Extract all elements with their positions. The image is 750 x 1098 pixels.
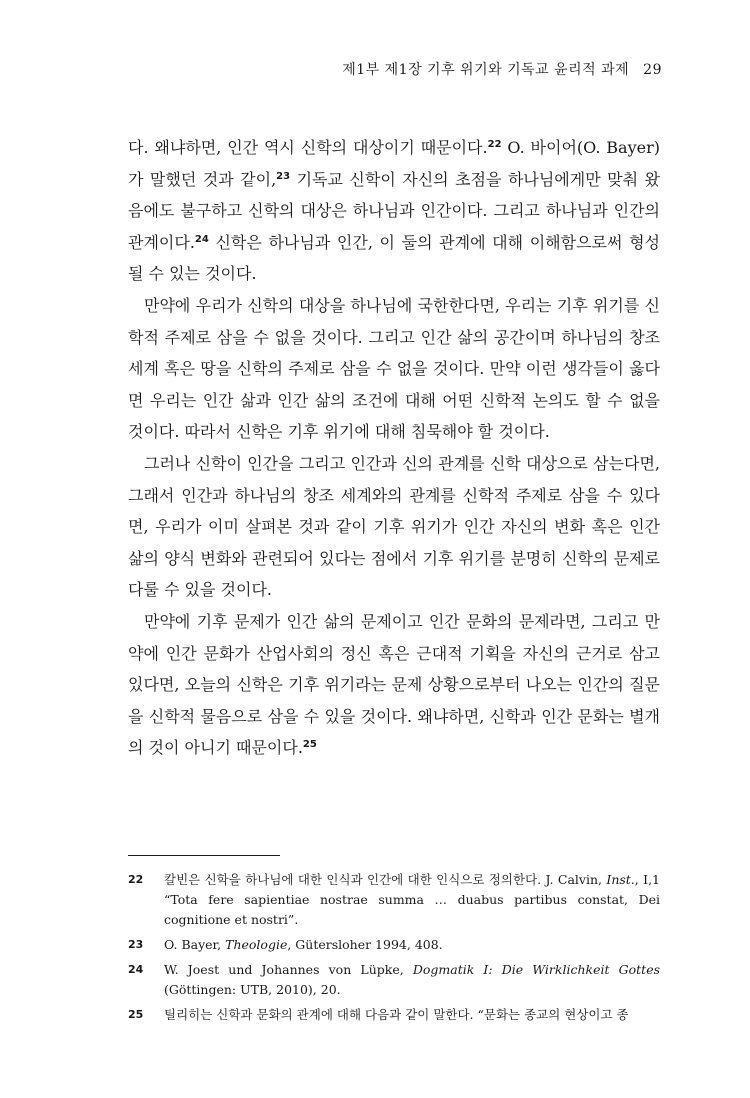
footnote-ref-22[interactable]: 22 (487, 139, 502, 150)
footnote-22 (128, 870, 660, 930)
page-number: 29 (643, 62, 662, 78)
footnote-text-part: , Gütersloher 1994, 408. (287, 937, 443, 952)
paragraph-3: 그러나 신학이 인간을 그리고 인간과 신의 관계를 신학 대상으로 삼는다면, 그래서 인간과 하나님의 창조 세계와의 관계를 신학적 주제로 삼을 수 있다면, 우리가 이미 살펴본 것과 같이 기후 위기가 인간 자신의 변화 혹은 인간 삶의 양식 변화와 관련되어 있다는 점에서 기후 위기를 분명히 신학의 문제로 다룰 수 있을 것이다. (128, 453, 660, 600)
footnote-italic-title: Theologie (225, 937, 288, 952)
paragraph-1-part-1: 다. 왜냐하면, 인간 역시 신학의 대상이기 때문이다. (128, 138, 488, 157)
paragraph-1-part-3: 기독교 신학이 자신의 초점을 하나님에게만 맞춰 왔음에도 불구하고 신학의 대상은 하나님과 인간이다. 그리고 하나님과 인간의 관계이다. (128, 169, 660, 252)
footnote-text-part: W. Joest und Johannes von Lüpke, (164, 962, 413, 977)
footnote-23 (128, 935, 660, 955)
paragraph-2: 만약에 우리가 신학의 대상을 하나님에 국한한다면, 우리는 기후 위기를 신학적 주제로 삼을 수 없을 것이다. 그리고 인간 삶의 공간이며 하나님의 창조 세계 혹은 땅을 신학의 주제로 삼을 수 없을 것이다. 만약 이런 생각들이 옳다면 우리는 인간 삶과 인간 삶의 조건에 대해 어떤 신학적 논의도 할 수 없을 것이다. 따라서 신학은 기후 위기에 대해 침묵해야 할 것이다. (128, 295, 660, 442)
footnote-ref-25[interactable]: 25 (302, 739, 317, 751)
main-body-text (128, 132, 660, 764)
paragraph-4 (128, 606, 660, 764)
paragraph-4-text: 만약에 기후 문제가 인간 삶의 문제이고 인간 문화의 문제라면, 그리고 만약에 인간 문화가 산업사회의 정신 혹은 근대적 기획을 자신의 근거로 삼고 있다면, 오늘의 신학은 기후 위기라는 문제 상황으로부터 나오는 인간의 질문을 신학적 물음으로 삼을 수 있을 것이다. 왜냐하면, 신학과 인간 문화는 별개의 것이 아니기 때문이다. (128, 611, 660, 758)
paragraph-1-part-4: 신학은 하나님과 인간, 이 둘의 관계에 대해 이해함으로써 형성될 수 있는 것이다. (128, 232, 660, 284)
footnote-separator (128, 855, 280, 856)
footnotes (128, 870, 660, 1030)
footnote-italic-title: Inst. (606, 872, 635, 887)
footnote-number: 22 (128, 873, 144, 886)
footnote-text (164, 960, 660, 1000)
running-header (342, 59, 662, 79)
footnote-text (164, 1005, 660, 1025)
footnote-24 (128, 960, 660, 1000)
footnote-number: 23 (128, 938, 144, 951)
footnote-ref-23[interactable]: 23 (276, 170, 291, 182)
footnote-25 (128, 1005, 660, 1025)
running-title: 제1부 제1장 기후 위기와 기독교 윤리적 과제 (342, 62, 630, 78)
footnote-text-part: (Göttingen: UTB, 2010), 20. (164, 982, 341, 997)
footnote-text-part: O. Bayer, (164, 937, 226, 952)
paragraph-1 (128, 132, 660, 290)
footnote-text (164, 935, 660, 955)
footnote-text-part: 틸리히는 신학과 문화의 관계에 대해 다음과 같이 말한다. “문화는 종교의 현상이고 종 (164, 1007, 629, 1022)
footnote-italic-title: Dogmatik I: Die Wirklichkeit Gottes (412, 962, 661, 977)
footnote-text (164, 870, 660, 930)
footnote-text-part: 칼빈은 신학을 하나님에 대한 인식과 인간에 대한 인식으로 정의한다. J. Calvin, (164, 872, 607, 887)
footnote-number: 24 (128, 963, 144, 976)
footnote-text-part: , I,1 “Tota fere sapientiae nostrae summa … duabus partibus constat, Dei cognitione et nostri”. (164, 872, 660, 927)
footnote-number: 25 (128, 1008, 144, 1021)
paragraph-1-part-2: O. 바이어(O. Bayer)가 말했던 것과 같이, (128, 138, 660, 189)
footnote-ref-24[interactable]: 24 (194, 233, 209, 245)
